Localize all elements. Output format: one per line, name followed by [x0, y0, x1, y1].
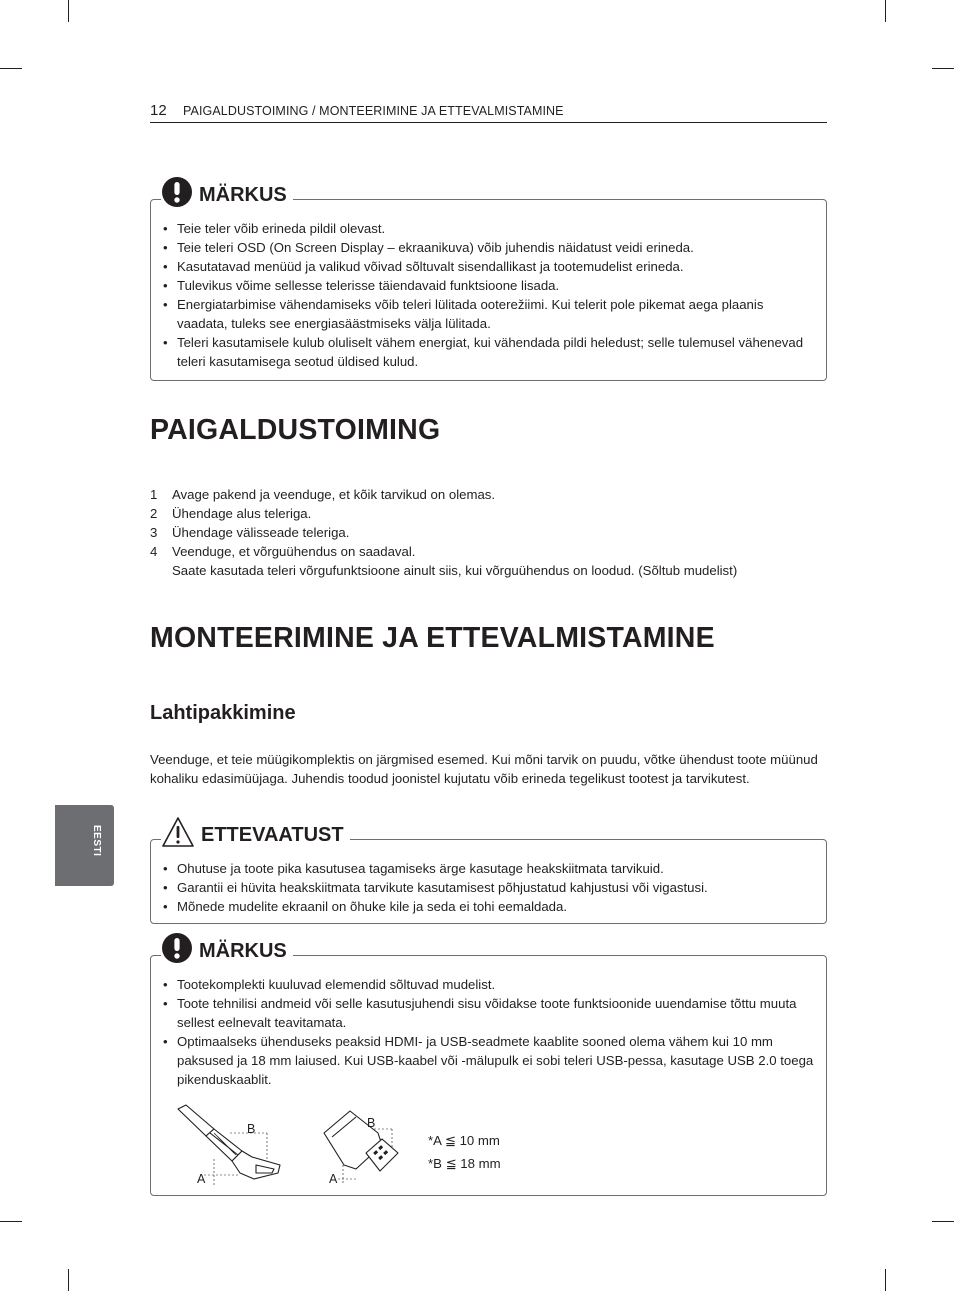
note-box-1	[150, 184, 827, 381]
section-title-installation: PAIGALDUSTOIMING	[150, 414, 441, 446]
crop-mark	[932, 1221, 954, 1222]
warning-icon	[161, 816, 195, 848]
exclamation-icon	[161, 932, 193, 964]
crop-mark	[932, 68, 954, 69]
caution-list	[151, 859, 816, 916]
crop-mark	[0, 1221, 22, 1222]
exclamation-icon	[161, 176, 193, 208]
page-number: 12	[150, 102, 167, 119]
step-text: Veenduge, et võrguühendus on saadaval.	[172, 544, 416, 559]
paragraph: Veenduge, et teie müügikomplektis on järgmised esemed. Kui mõni tarvik on puudu, võtke ühendust toote müünud kohaliku edasimüüjaga. Juhendis toodud joonistel kujutatu võib erineda tegelikust tootest ja tarvikutest.	[150, 752, 818, 786]
label-b: B	[367, 1116, 376, 1130]
step-text: Avage pakend ja veenduge, et kõik tarvikud on olemas.	[172, 487, 496, 502]
spec-b: *B ≦ 18 mm	[428, 1156, 501, 1171]
step-text: Ühendage välisseade teleriga.	[172, 525, 350, 540]
list-item: • Ohutuse ja toote pika kasutusea tagamiseks ärge kasutage heakskiitmata tarvikuid.	[151, 859, 816, 878]
list-item	[150, 523, 827, 542]
caution-box-header	[161, 814, 350, 848]
list-item: • Teie teleri OSD (On Screen Display – ekraanikuva) võib juhendis näidatust veidi erineda.	[151, 238, 816, 257]
subsection-title: Lahtipakkimine	[150, 702, 296, 724]
step-number: 4	[150, 544, 158, 559]
list-item	[150, 485, 827, 504]
list-item: • Toote tehnilisi andmeid või selle kasutusjuhendi sisu võidakse toote funktsioonide uuendamise tõttu muuta sellest eelnevalt teavitamata.	[151, 994, 816, 1032]
language-tab	[55, 805, 114, 886]
list-item: • Mõnede mudelite ekraanil on õhuke kile ja seda ei tohi eemaldada.	[151, 897, 816, 916]
list-item	[150, 542, 827, 561]
list-item: • Garantii ei hüvita heakskiitmata tarvikute kasutamisest põhjustatud kahjustusi või vigastusi.	[151, 878, 816, 897]
caution-box	[150, 824, 827, 924]
list-item: • Tootekomplekti kuuluvad elemendid sõltuvad mudelist.	[151, 975, 816, 994]
caution-label: ETTEVAATUST	[201, 824, 344, 846]
usb-connector-illustration	[318, 1103, 418, 1189]
note-box-header	[161, 930, 293, 964]
spec-a: *A ≦ 10 mm	[428, 1133, 500, 1148]
crop-mark	[885, 0, 886, 22]
label-b: B	[247, 1122, 256, 1136]
step-number: 3	[150, 525, 158, 540]
note-label: MÄRKUS	[199, 184, 287, 206]
note-box-header	[161, 174, 293, 208]
note-list	[151, 219, 816, 371]
list-item: • Kasutatavad menüüd ja valikud võivad sõltuvalt sisendallikast ja tootemudelist erineda.	[151, 257, 816, 276]
list-item: • Tulevikus võime sellesse telerisse täiendavaid funktsioone lisada.	[151, 276, 816, 295]
page-header	[150, 102, 827, 123]
label-a: A	[329, 1172, 338, 1186]
step-text: Ühendage alus teleriga.	[172, 506, 312, 521]
note-label: MÄRKUS	[199, 940, 287, 962]
note-list	[151, 975, 816, 1089]
label-a: A	[197, 1172, 206, 1186]
step-number: 1	[150, 487, 158, 502]
language-tab-label: EESTI	[91, 825, 102, 857]
list-item: • Energiatarbimise vähendamiseks võib teleri lülitada ooterežiimi. Kui telerit pole pikemat aega plaanis vaadata, tuleks see energiasäästmiseks välja lülitada.	[151, 295, 816, 333]
list-item: • Teleri kasutamisele kulub oluliselt vähem energiat, kui vähendada pildi heledust; selle tulemusel vähenevad teleri kasutamisega seotud üldised kulud.	[151, 333, 816, 371]
step-extra-text: Saate kasutada teleri võrgufunktsioone ainult siis, kui võrguühendus on loodud. (Sõltub mudelist)	[172, 563, 738, 578]
crop-mark	[68, 1269, 69, 1291]
crop-mark	[68, 0, 69, 22]
list-item: • Optimaalseks ühenduseks peaksid HDMI- ja USB-seadmete kaablite sooned olema vähem kui 10 mm paksused ja 18 mm laiused. Kui USB-kaabel või -mälupulk ei sobi teleri USB-pessa, kasutage USB 2.0 toega pikenduskaablit.	[151, 1032, 816, 1089]
installation-steps	[150, 485, 827, 580]
crop-mark	[885, 1269, 886, 1291]
list-item	[150, 561, 827, 580]
header-title: PAIGALDUSTOIMING / MONTEERIMINE JA ETTEVALMISTAMINE	[183, 104, 564, 118]
section-title-mounting: MONTEERIMINE JA ETTEVALMISTAMINE	[150, 622, 715, 654]
step-number: 2	[150, 506, 158, 521]
hdmi-connector-illustration	[170, 1103, 290, 1189]
crop-mark	[0, 68, 22, 69]
list-item: • Teie teler võib erineda pildil olevast.	[151, 219, 816, 238]
list-item	[150, 504, 827, 523]
